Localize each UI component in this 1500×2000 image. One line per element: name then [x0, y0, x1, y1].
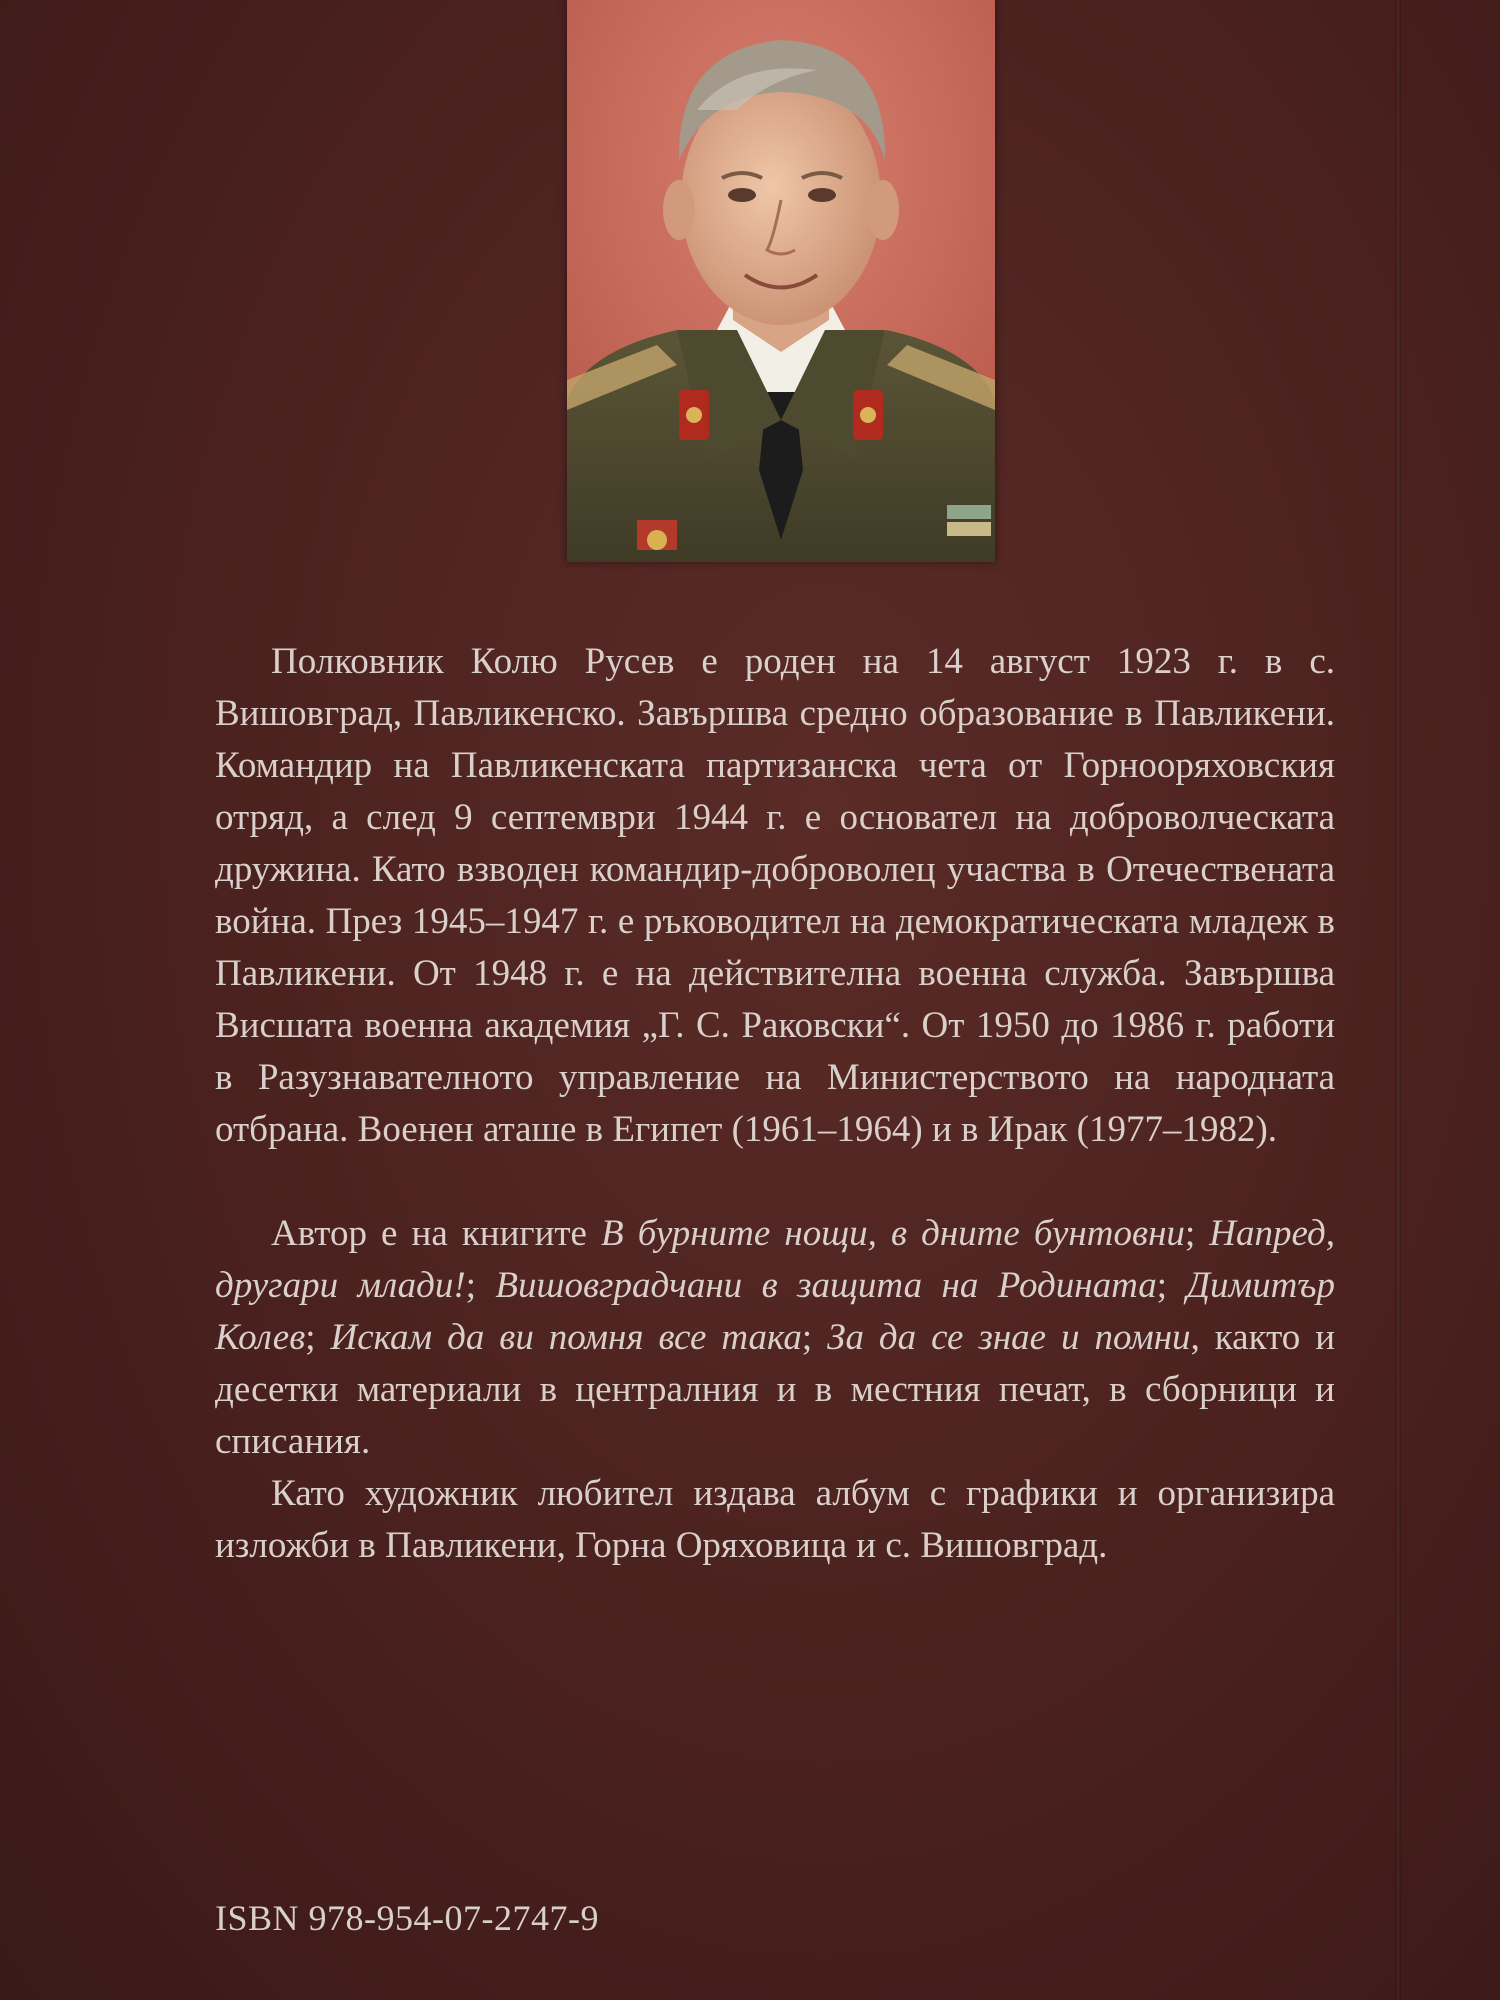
book-separator: ; — [1184, 1213, 1210, 1254]
book-separator: ; — [1156, 1265, 1187, 1306]
isbn-number: ISBN 978-954-07-2747-9 — [215, 1898, 599, 1938]
book-title-4: Димитър Колев — [215, 1265, 1336, 1358]
bio-paragraph-2 — [215, 1208, 1335, 1468]
book-title-5: Искам да ви помня все така — [330, 1317, 802, 1358]
book-title-1: В бурните нощи, в дните бунтовни — [601, 1213, 1185, 1254]
cover-fold-line — [1395, 0, 1401, 2000]
books-intro: Автор е на книгите — [271, 1213, 602, 1254]
portrait-drawing — [567, 0, 995, 562]
book-title-6: За да се знае и помни — [827, 1317, 1191, 1358]
author-portrait — [567, 0, 995, 562]
books-outro: , както и десетки материали в централния и в местния печат, в сборници и списания. — [215, 1317, 1336, 1462]
book-title-2: Напред, другари млади! — [215, 1213, 1335, 1306]
book-separator: ; — [305, 1317, 331, 1358]
book-separator: ; — [465, 1265, 496, 1306]
author-biography — [215, 636, 1335, 1572]
book-title-3: Вишовградчани в защита на Родината — [495, 1265, 1157, 1306]
book-separator: ; — [801, 1317, 828, 1358]
bio-paragraph-3: Като художник любител издава албум с графики и организира изложби в Павликени, Горна Оряховица и с. Вишовград. — [215, 1473, 1335, 1566]
bio-paragraph-1: Полковник Колю Русев е роден на 14 август 1923 г. в с. Вишовград, Павликенско. Завършва средно образование в Павликени. Командир на Павликенската партизанска чета от Горнооряховския отряд, а след 9 септември 1944 г. е основател на доброволческата дружина. Като взводен командир-доброволец участва в Отечествената война. През 1945–1947 г. е ръководител на демократическата младеж в Павликени. От 1948 г. е на действителна военна служба. Завършва Висшата военна академия „Г. С. Раковски“. От 1950 до 1986 г. работи в Разузнавателното управление на Министерството на народната отбрана. Военен аташе в Египет (1961–1964) и в Ирак (1977–1982). — [215, 641, 1335, 1150]
